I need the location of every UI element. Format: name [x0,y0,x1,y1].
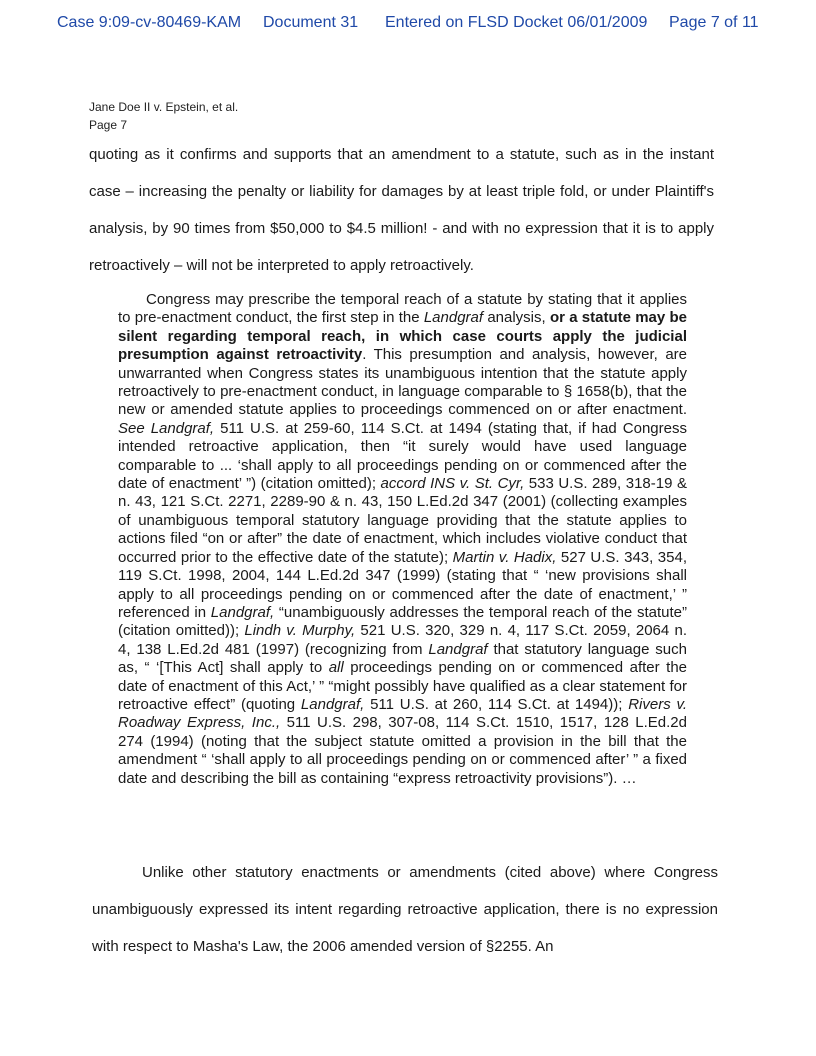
emphasis-text: or a statute may be silent regarding temporal reach, in which case courts apply the judicial presumption against retroactivity [118,309,687,364]
case-number: Case 9:09-cv-80469-KAM [57,14,242,31]
caption-page: Page 7 [89,118,128,132]
page-caption [89,98,238,134]
document-number: Document 31 [263,14,359,31]
body-paragraph-2: Unlike other statutory enactments or amendments (cited above) where Congress unambiguously expressed its intent regarding retroactive application, there is no expression with respect to Masha's Law, the 2006 amended version of §2255. An [92,864,718,955]
case-title: Jane Doe II v. Epstein, et al. [89,100,239,114]
page-count: Page 7 of 11 [669,14,759,31]
docket-entry: Entered on FLSD Docket 06/01/2009 [385,14,648,31]
block-quote: Congress may prescribe the temporal reach of a statute by stating that it applies to pre-enactment conduct, the first step in the Landgraf analysis, or a statute may be silent regarding temporal reach, in which case courts apply the judicial presumption against retroactivity. This presumption and analysis, however, are unwarranted when Congress states its unambiguous intention that the statute apply retroactively to pre-enactment conduct, in language comparable to § 1658(b), that the new or amended statute applies to proceedings commenced on or after enactment. See Landgraf, 511 U.S. at 259-60, 114 S.Ct. at 1494 (stating that, if had Congress intended retroactive application, then “it surely would have used language comparable to ... ‘shall apply to all proceedings pending on or commenced after the date of enactment’ ”) (citation omitted); accord INS v. St. Cyr, 533 U.S. 289, 318-19 & n. 43, 121 S.Ct. 2271, 2289-90 & n. 43, 150 L.Ed.2d 347 (2001) (collecting examples of unambiguous temporal statutory language providing that the statute applies to actions filed “on or after” the date of enactment, which includes violative conduct that occurred prior to the effective date of the statute); Martin v. Hadix, 527 U.S. 343, 354, 119 S.Ct. 1998, 2004, 144 L.Ed.2d 347 (1999) (stating that “ ‘new provisions shall apply to all proceedings pending on or commenced after the date of enactment,’ ” referenced in Landgraf, “unambiguously addresses the temporal reach of the statute” (citation omitted)); Lindh v. Murphy, 521 U.S. 320, 329 n. 4, 117 S.Ct. 2059, 2064 n. 4, 138 L.Ed.2d 481 (1997) (recognizing from Landgraf that statutory language such as, “ ‘[This Act] shall apply to all proceedings pending on or commenced after the date of enactment of this Act,’ ” “might possibly have qualified as a clear statement for retroactive effect” (quoting Landgraf, 511 U.S. at 260, 114 S.Ct. at 1494)); Rivers v. Roadway Express, Inc., 511 U.S. 298, 307-08, 114 S.Ct. 1510, 1517, 128 L.Ed.2d 274 (1994) (noting that the subject statute omitted a provision in the bill that the amendment “ ‘shall apply to all proceedings pending on or commenced after’ ” a fixed date and describing the bill as containing “express retroactivity provisions”). … [118,291,688,787]
body-paragraph: quoting as it confirms and supports that an amendment to a statute, such as in the instant case – increasing the penalty or liability for damages by at least triple fold, or under Plaintiff's analysis, by 90 times from $50,000 to $4.5 million! - and with no expression that it is to apply retroactively – will not be interpreted to apply retroactively. [89,146,714,274]
